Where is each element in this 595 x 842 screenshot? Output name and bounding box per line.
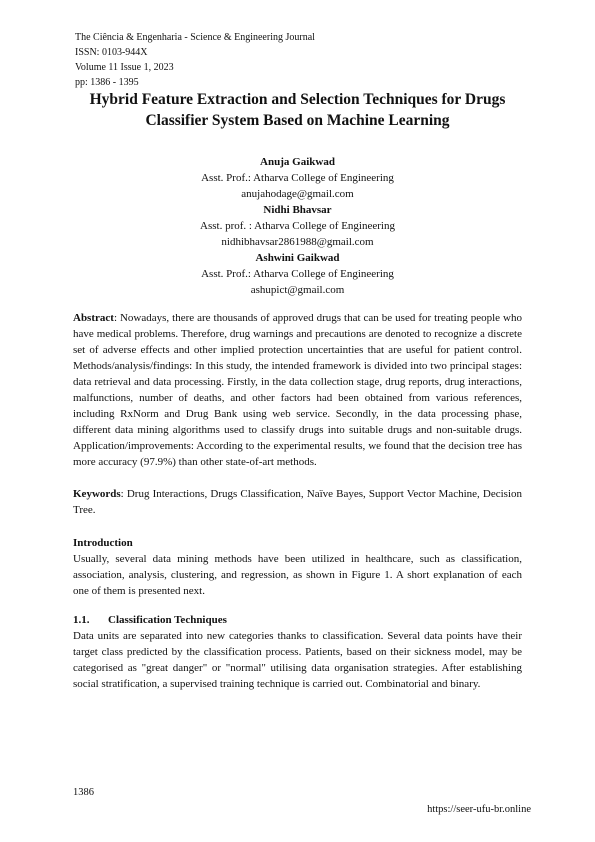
author-email: nidhibhavsar2861988@gmail.com bbox=[221, 236, 374, 248]
footer-url: https://seer-ufu-br.online bbox=[427, 804, 531, 815]
section-heading bbox=[73, 612, 522, 628]
abstract-label: Abstract bbox=[73, 312, 114, 324]
issn: ISSN: 0103-944X bbox=[75, 47, 148, 58]
author-affiliation: Asst. Prof.: Atharva College of Engineering bbox=[201, 172, 394, 184]
introduction-paragraph: Usually, several data mining methods have been utilized in healthcare, such as classification, association, analysis, clustering, and regression, as shown in Figure 1. A short explanation of each one of them is presented next. bbox=[73, 553, 522, 597]
author-email: anujahodage@gmail.com bbox=[241, 188, 354, 200]
journal-header bbox=[75, 30, 315, 90]
author-affiliation: Asst. Prof.: Atharva College of Engineering bbox=[201, 268, 394, 280]
abstract bbox=[73, 310, 522, 470]
section-paragraph: Data units are separated into new categories thanks to classification. Several data points have their target class predicted by the classification process. Patients, based on their sickness model, may be categorised as "great danger" or "normal" utilising data organisation strategies. After establishing social stratification, a supervised training technique is carried out. Combinatorial and binary. bbox=[73, 630, 522, 690]
author-affiliation: Asst. prof. : Atharva College of Engineering bbox=[200, 220, 395, 232]
section-number: 1.1. bbox=[73, 614, 90, 626]
author-block bbox=[100, 154, 495, 298]
introduction-heading: Introduction bbox=[73, 537, 133, 549]
author-name: Nidhi Bhavsar bbox=[263, 204, 332, 216]
abstract-text: : Nowadays, there are thousands of approved drugs that can be used for treating people who have medical problems. Therefore, drug warnings and precautions are denoted to recognize a discrete set of adverse effects and other implied protection uncertainties that are useful for patient control. Methods/analysis/findings: In this study, the intended framework is divided into two principal stages: data retrieval and data processing. Firstly, in the data collection stage, drug reports, drug interactions, malfunctions, number of deaths, and other factors had been obtained from various references, including RxNorm and Drug Bank using web service. Secondly, in the data processing phase, different data mining algorithms used to classify drugs into suitable drugs and non-suitable drugs. Application/improvements: According to the experimental results, we found that the decision tree has more accuracy (97.9%) than other state-of-art methods. bbox=[73, 312, 522, 468]
volume-issue: Volume 11 Issue 1, 2023 bbox=[75, 62, 174, 73]
keywords bbox=[73, 486, 522, 518]
author-name: Anuja Gaikwad bbox=[260, 156, 335, 168]
page-range: pp: 1386 - 1395 bbox=[75, 77, 139, 88]
keywords-text: : Drug Interactions, Drugs Classification, Naïve Bayes, Support Vector Machine, Decision Tree. bbox=[73, 488, 522, 516]
paper-title: Hybrid Feature Extraction and Selection Techniques for Drugs Classifier System Based on Machine Learning bbox=[89, 91, 506, 129]
author-name: Ashwini Gaikwad bbox=[255, 252, 340, 264]
keywords-label: Keywords bbox=[73, 488, 121, 500]
section-title: Classification Techniques bbox=[108, 614, 227, 626]
page-number: 1386 bbox=[73, 787, 94, 798]
journal-name: The Ciência & Engenharia - Science & Engineering Journal bbox=[75, 32, 315, 43]
author-email: ashupict@gmail.com bbox=[250, 284, 345, 296]
